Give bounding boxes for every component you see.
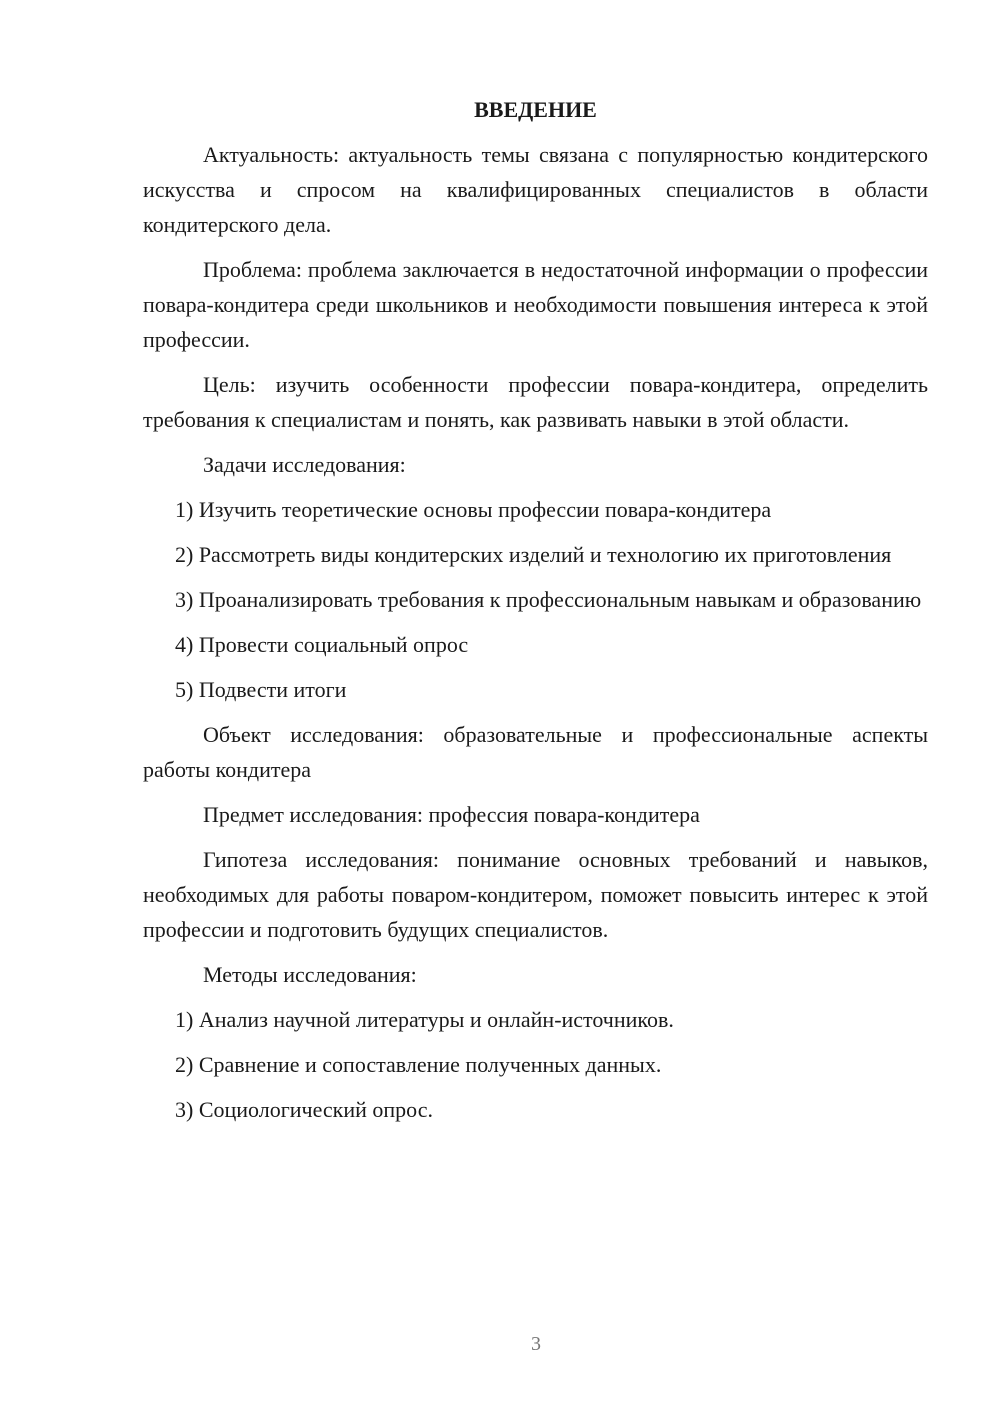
task-item: 4) Провести социальный опрос (175, 632, 469, 657)
problem-paragraph: Проблема: проблема заключается в недостаточной информации о профессии повара-кондитера среди школьников и необходимости повышения интереса к этой профессии. (143, 257, 928, 352)
goal-paragraph: Цель: изучить особенности профессии повара-кондитера, определить требования к специалистам и понять, как развивать навыки в этой области. (143, 372, 928, 432)
methods-heading: Методы исследования: (203, 962, 417, 987)
subject-paragraph: Предмет исследования: профессия повара-кондитера (203, 802, 700, 827)
task-item: 2) Рассмотреть виды кондитерских изделий и технологию их приготовления (175, 542, 892, 567)
hypothesis-paragraph: Гипотеза исследования: понимание основных требований и навыков, необходимых для работы поваром-кондитером, поможет повысить интерес к этой профессии и подготовить будущих специалистов. (143, 847, 928, 942)
document-page (143, 92, 928, 1137)
document-title: ВВЕДЕНИЕ (474, 97, 597, 122)
relevance-paragraph: Актуальность: актуальность темы связана с популярностью кондитерского искусства и спросом на квалифицированных специалистов в области кондитерского дела. (143, 142, 928, 237)
method-item: 1) Анализ научной литературы и онлайн-источников. (175, 1007, 674, 1032)
task-item: 1) Изучить теоретические основы профессии повара-кондитера (175, 497, 772, 522)
method-item: 3) Социологический опрос. (175, 1097, 433, 1122)
task-item: 3) Проанализировать требования к профессиональным навыкам и образованию (175, 587, 922, 612)
tasks-heading: Задачи исследования: (203, 452, 406, 477)
method-item: 2) Сравнение и сопоставление полученных данных. (175, 1052, 662, 1077)
page-number: 3 (531, 1333, 541, 1355)
object-paragraph: Объект исследования: образовательные и профессиональные аспекты работы кондитера (143, 722, 928, 782)
task-item: 5) Подвести итоги (175, 677, 347, 702)
